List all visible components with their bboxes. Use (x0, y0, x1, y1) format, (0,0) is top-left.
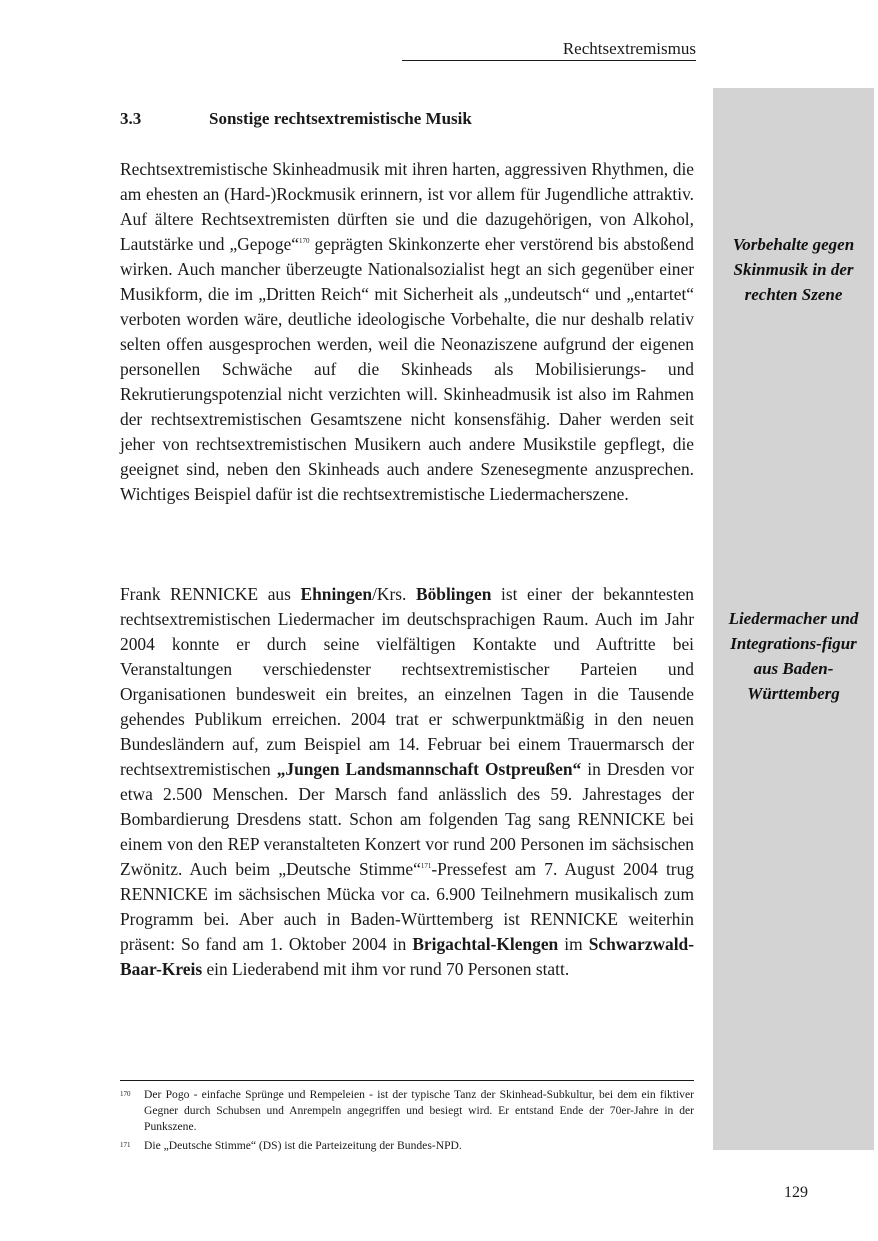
footnote-170 (120, 1087, 694, 1135)
paragraph-skinheadmusik (120, 157, 694, 507)
paragraph-text: Rechtsextremistische Skinheadmusik mit ihren harten, aggressiven Rhythmen, die am ehesten an (Hard-)Rockmusik erinnern, ist vor allem für Jugendliche attraktiv. Auf ältere Rechtsextremisten dürften sie und die dazugehörigen, von Alkohol, Lautstärke und „Gepoge“ (120, 159, 694, 254)
paragraph-text: /Krs. (372, 584, 416, 604)
footnote-171 (120, 1138, 694, 1154)
footnote-ref-170[interactable]: 170 (299, 237, 310, 246)
place-boeblingen: Böblingen (415, 584, 492, 604)
section-heading (120, 107, 700, 131)
organisation-jlo: „Jungen Landsmannschaft Ostpreußen“ (276, 759, 582, 779)
margin-note-liedermacher: Liedermacher und Integrations-figur aus Baden-Württemberg (728, 609, 859, 703)
paragraph-text: geprägten Skinkonzerte eher verstörend bis abstoßend wirken. Auch mancher überzeugte Nationalsozialist hegt an sich gegenüber einer Musikform, die im „Dritten Reich“ mit Sicherheit als „undeutsch“ und „entartet“ verboten worden wäre, deutliche ideologische Vorbehalte, die nur deshalb relativ selten offen ausgesprochen werden, weil die Neonaziszene aufgrund der eigenen personellen Schwäche auf die Skinheads als Mobilisierungs- und Rekrutierungspotenzial nicht verzichten will. Skinheadmusik ist also im Rahmen der rechtsextremistischen Gesamtszene nicht konsensfähig. Daher werden seit jeher von rechtsextremistischen Musikern auch andere Musikstile gepflegt, die geeignet sind, neben den Skinheads auch andere Szenesegmente anzusprechen. Wichtiges Beispiel dafür ist die rechtsextremistische Liedermacherszene. (120, 234, 694, 504)
place-schwarzwald-baar-kreis: Schwarzwald-Baar-Kreis (120, 934, 694, 979)
footnote-number: 170 (120, 1090, 131, 1098)
place-brigachtal-klengen: Brigachtal-Klengen (412, 934, 559, 954)
footnote-text: Der Pogo - einfache Sprünge und Rempeleien - ist der typische Tanz der Skinhead-Subkultur, bei dem ein fiktiver Gegner durch Schubsen und Anrempeln angegriffen und besiegt wird. Er entstand Ende der 70er-Jahre in der Punkszene. (144, 1088, 694, 1133)
footnote-rule (120, 1080, 694, 1081)
paragraph-text: in Dresden vor etwa 2.500 Menschen. Der Marsch fand anlässlich des 59. Jahrestages der Bombardierung Dresdens statt. Schon am folgenden Tag sang RENNICKE bei einem von den REP veranstalteten Konzert vor rund 200 Personen im sächsischen Zwönitz. Auch beim „Deutsche Stimme“ (120, 759, 695, 879)
footnote-number: 171 (120, 1141, 131, 1149)
margin-note-skinmusik: Vorbehalte gegen Skinmusik in der rechten Szene (732, 235, 855, 304)
footnote-text: Die „Deutsche Stimme“ (DS) ist die Parteizeitung der Bundes-NPD. (144, 1139, 462, 1152)
section-number: 3.3 (120, 109, 142, 128)
place-ehningen: Ehningen (300, 584, 373, 604)
paragraph-rennicke (120, 582, 694, 982)
page-number: 129 (784, 1184, 808, 1201)
footnote-ref-171[interactable]: 171 (420, 862, 432, 871)
header-rule (402, 60, 696, 61)
running-header: Rechtsextremismus (562, 39, 696, 58)
footnotes (120, 1087, 694, 1154)
paragraph-text: ist einer der bekanntesten rechtsextremistischen Liedermacher im deutschsprachigen Raum. Auch im Jahr 2004 konnte er durch seine vielfältigen Kontakte und Auftritte bei Veranstaltungen verschiedenster rechtsextremistischer Parteien und Organisationen bundesweit ein breites, an einzelnen Tagen in die Tausende gehendes Publikum erreichen. 2004 trat er schwerpunktmäßig in den neuen Bundesländern auf, zum Beispiel am 14. Februar bei einem Trauermarsch der rechtsextremistischen (120, 584, 694, 779)
section-title: Sonstige rechtsextremistische Musik (209, 109, 472, 128)
paragraph-text: Frank RENNICKE aus (120, 584, 301, 604)
paragraph-text: ein Liederabend mit ihm vor rund 70 Personen statt. (202, 959, 570, 979)
paragraph-text: im (558, 934, 589, 954)
paragraph-text: -Pressefest am 7. August 2004 trug RENNICKE im sächsischen Mücka vor ca. 6.900 Teilnehmern musikalisch zum Programm bei. Aber auch in Baden-Württemberg ist RENNICKE weiterhin präsent: So fand am 1. Oktober 2004 in (120, 859, 694, 954)
